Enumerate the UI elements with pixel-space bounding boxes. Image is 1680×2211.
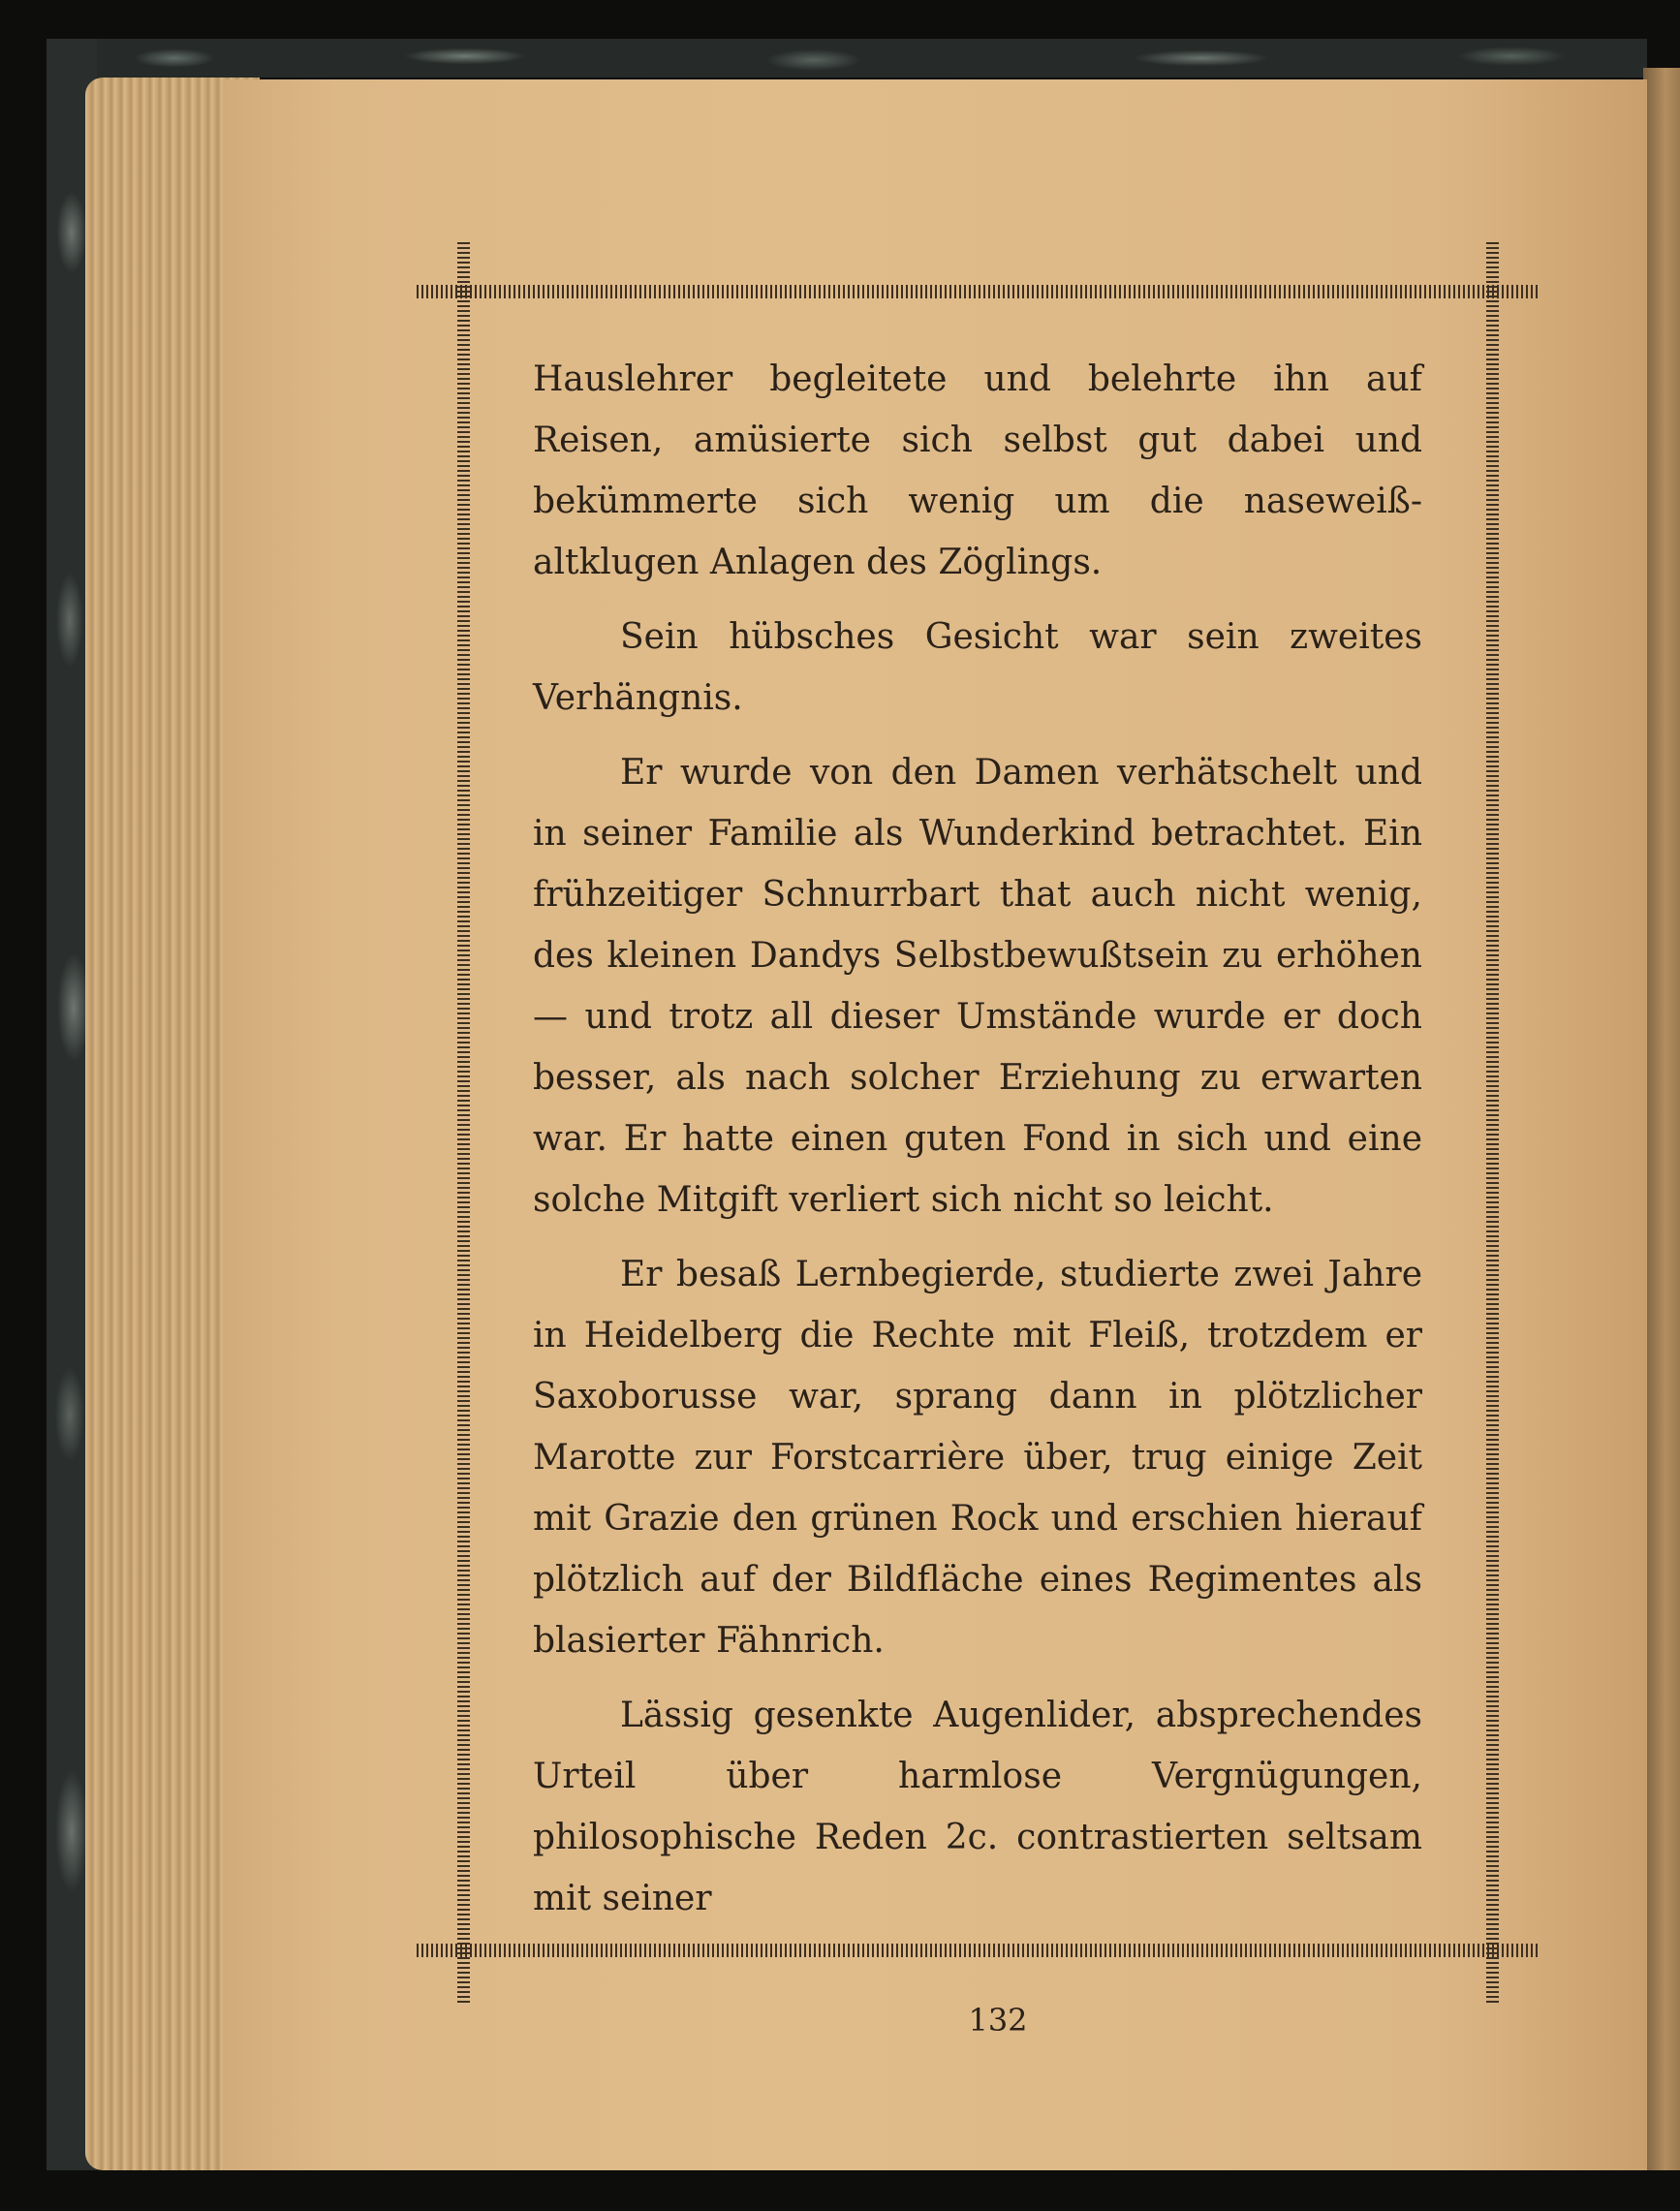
- paragraph-4: Er besaß Lernbegierde, studierte zwei Jahre in Heidelberg die Rechte mit Fleiß, trotzdem er Saxoborusse war, sprang dann in plötzlicher Marotte zur Forstcarrière über, trug einige Zeit mit Grazie den grünen Rock und erschien hierauf plötzlich auf der Bildfläche eines Regimentes als blasierter Fähnrich.: [533, 1255, 1422, 1661]
- marbled-cover-top: [58, 39, 1647, 78]
- page-number: 132: [968, 2002, 1028, 2039]
- paragraph-5: Lässig gesenkte Augenlider, absprechendes Urteil über harmlose Vergnügungen, philosophische Reden 2c. contrastierten seltsam mit seiner: [533, 1696, 1422, 1918]
- text-block: [533, 349, 1422, 1943]
- paragraph-3: Er wurde von den Damen verhätschelt und in seiner Familie als Wunderkind betrachtet. Ein frühzeitiger Schnurrbart that auch nicht wenig, des kleinen Dandys Selbstbewußtsein zu erhöhen — und trotz all dieser Umstände wurde er doch besser, als nach solcher Erziehung zu erwarten war. Er hatte einen guten Fond in sich und eine solche Mitgift verliert sich nicht so leicht.: [533, 753, 1422, 1220]
- frame-left-rule: [457, 242, 470, 2006]
- frame-top-rule: [417, 285, 1540, 298]
- paragraph-2: Sein hübsches Gesicht war sein zweites Verhängnis.: [533, 617, 1422, 718]
- next-page-edge: [1643, 68, 1680, 2170]
- frame-right-rule: [1486, 242, 1499, 2006]
- paragraph-1: Hauslehrer begleitete und belehrte ihn auf Reisen, amüsierte sich selbst gut dabei und bekümmerte sich wenig um die naseweiß-altklugen Anlagen des Zöglings.: [533, 359, 1422, 582]
- frame-bottom-rule: [417, 1944, 1540, 1957]
